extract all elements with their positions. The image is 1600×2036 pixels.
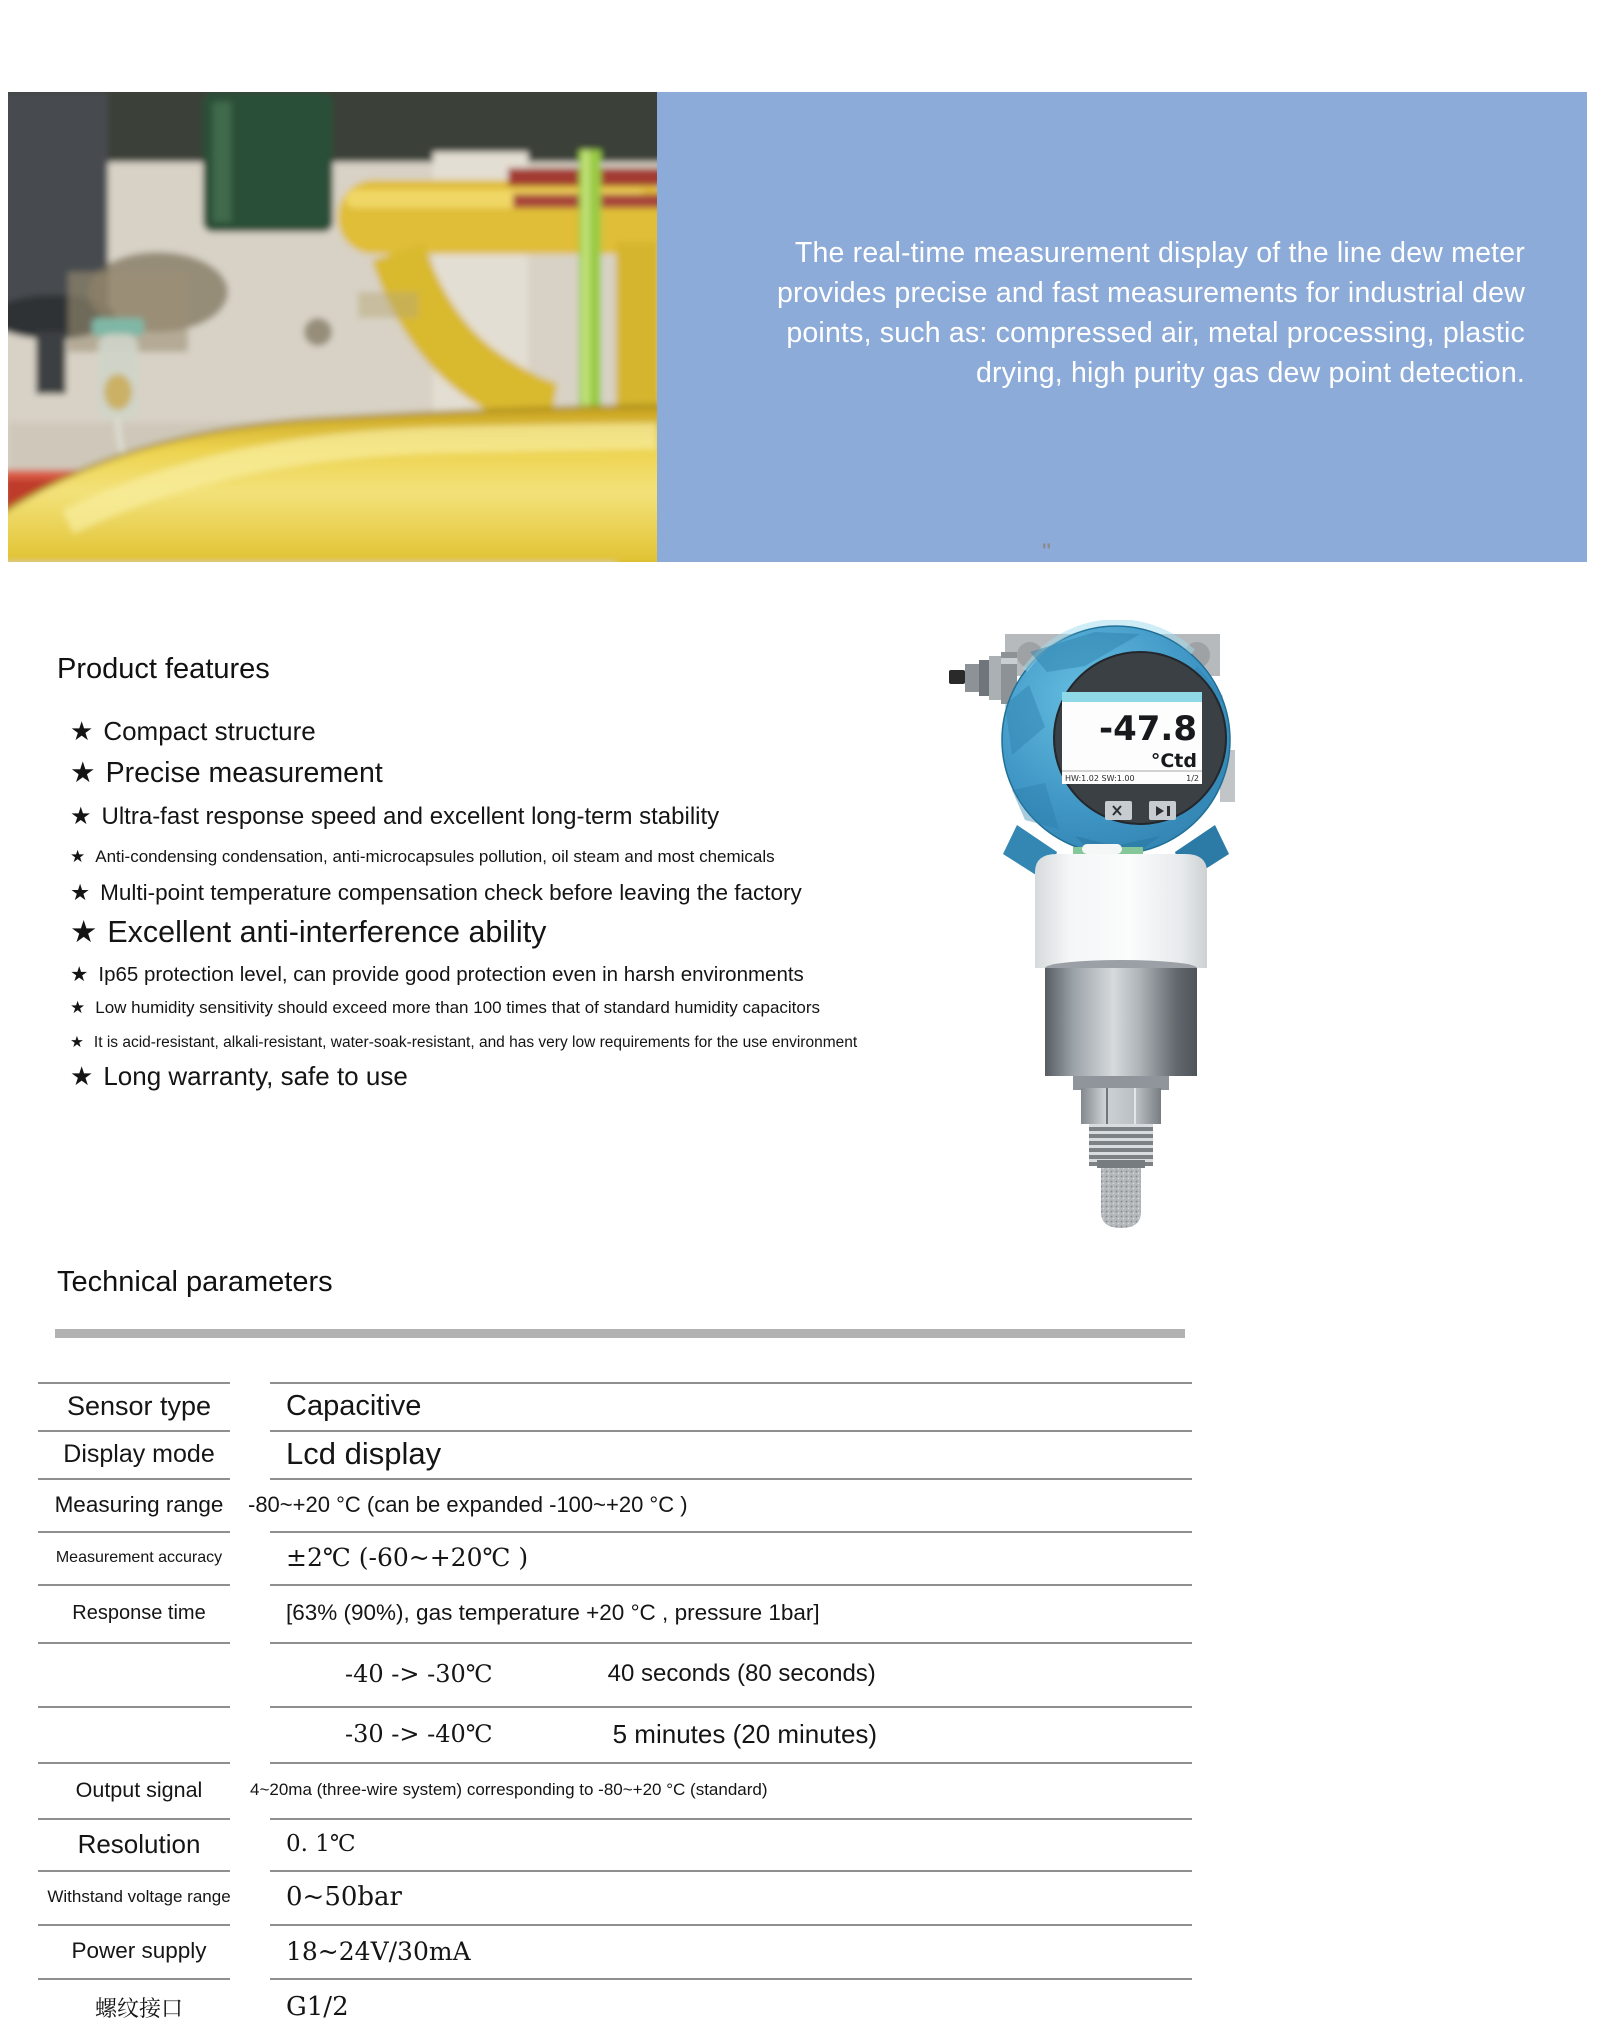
feature-item — [70, 915, 546, 950]
result-text: 40 seconds (80 seconds) — [607, 1660, 876, 1687]
feature-text: Long warranty, safe to use — [103, 1061, 408, 1091]
row-label: Display mode — [63, 1439, 215, 1468]
star-icon: ★ — [70, 716, 94, 746]
feature-text: Anti-condensing condensation, anti-microcapsules pollution, oil steam and most chemicals — [95, 847, 775, 866]
lcd-unit: °Ctd — [1150, 750, 1197, 772]
table-row — [0, 1382, 1240, 1430]
table-row — [0, 1706, 1240, 1762]
banner-line: points, such as: compressed air, metal processing, plastic — [786, 317, 1525, 349]
threaded-connector — [1089, 1124, 1153, 1166]
feature-item — [70, 962, 804, 987]
table-row — [0, 1531, 1240, 1584]
star-icon: ★ — [70, 803, 92, 830]
row-value: ±2℃ (-60~+20℃ ) — [286, 1543, 529, 1572]
table-row — [0, 1818, 1240, 1870]
row-label: Response time — [72, 1601, 206, 1624]
banner-line: provides precise and fast measurements for industrial dew — [776, 277, 1525, 309]
feature-text: Low humidity sensitivity should exceed more than 100 times that of standard humidity capacitors — [95, 998, 821, 1017]
row-value: 18~24V/30mA — [286, 1936, 471, 1966]
feature-item — [70, 716, 316, 747]
table-row — [0, 1584, 1240, 1642]
row-value: 0~50bar — [286, 1882, 402, 1912]
row-value: [63% (90%), gas temperature +20 °C , pressure 1bar] — [286, 1600, 820, 1625]
feature-item — [70, 802, 719, 831]
feature-item — [70, 1061, 408, 1092]
lcd-top-bar — [1062, 692, 1202, 702]
star-icon: ★ — [70, 847, 86, 866]
star-icon: ★ — [70, 915, 98, 949]
condition-text: -40 -> -30℃ — [345, 1660, 493, 1688]
feature-text: Precise measurement — [105, 757, 383, 789]
lcd-value: -47.8 — [1099, 709, 1197, 749]
row-value: G1/2 — [286, 1992, 349, 2022]
row-label — [25, 1642, 253, 1706]
feature-item — [70, 1033, 857, 1052]
row-value: 4~20ma (three-wire system) corresponding to -80~+20 °C (standard) — [250, 1780, 768, 1799]
device-body — [1035, 854, 1207, 968]
features-title: Product features — [57, 653, 270, 685]
row-label: Resolution — [77, 1828, 201, 1859]
feature-text: Ip65 protection level, can provide good protection even in harsh environments — [98, 963, 804, 986]
table-row — [0, 1870, 1240, 1924]
feature-item — [70, 756, 383, 790]
table-row — [0, 1924, 1240, 1978]
feature-text: Compact structure — [103, 716, 316, 746]
row-value: Capacitive — [286, 1389, 422, 1422]
feature-text: It is acid-resistant, alkali-resistant, water-soak-resistant, and has very low requirements for the use environment — [93, 1034, 858, 1051]
row-label: Measuring range — [54, 1491, 224, 1517]
row-label: Sensor type — [66, 1390, 212, 1421]
feature-text: Ultra-fast response speed and excellent long-term stability — [101, 803, 720, 830]
feature-text: Excellent anti-interference ability — [107, 915, 547, 949]
industrial-plant-photo — [8, 92, 657, 562]
banner-line: The real-time measurement display of the line dew meter — [794, 237, 1525, 269]
feature-item — [70, 998, 820, 1018]
row-label: Withstand voltage range — [47, 1887, 231, 1906]
hex-fitting — [1081, 1088, 1161, 1124]
banner-line: drying, high purity gas dew point detection. — [975, 357, 1525, 389]
row-value: -80~+20 °C (can be expanded -100~+20 °C ) — [248, 1491, 688, 1517]
row-label: Power supply — [71, 1938, 207, 1963]
row-label: Measurement accuracy — [55, 1548, 223, 1566]
feature-text: Multi-point temperature compensation check before leaving the factory — [100, 880, 802, 905]
table-row — [0, 1978, 1240, 2036]
row-label: Output signal — [75, 1777, 203, 1802]
section-divider-bar — [55, 1329, 1185, 1338]
stray-mark: '' — [1042, 541, 1052, 562]
result-text: 5 minutes (20 minutes) — [612, 1718, 878, 1749]
sensor-filter-tip — [1101, 1168, 1141, 1228]
dew-point-transmitter-image — [935, 620, 1235, 1240]
steel-collar — [1045, 968, 1197, 1076]
table-row — [0, 1478, 1240, 1531]
row-value: 0. 1℃ — [286, 1831, 356, 1857]
banner-blue-panel — [657, 92, 1587, 562]
device-button-left — [1105, 801, 1132, 820]
cable-gland — [949, 652, 1017, 704]
star-icon: ★ — [70, 998, 86, 1017]
table-row — [0, 1762, 1240, 1818]
star-icon: ★ — [70, 757, 96, 789]
star-icon: ★ — [70, 963, 89, 986]
row-value — [270, 1706, 1226, 1762]
star-icon: ★ — [70, 880, 91, 905]
row-label — [25, 1706, 253, 1762]
feature-item — [70, 847, 775, 867]
row-value — [270, 1642, 1226, 1706]
condition-text: -30 -> -40℃ — [345, 1720, 493, 1748]
lcd-status-right: 1/2 — [1186, 774, 1199, 783]
lcd-status-left: HW:1.02 SW:1.00 — [1065, 774, 1135, 783]
table-row — [0, 1430, 1240, 1478]
table-row — [0, 1642, 1240, 1706]
row-label: 螺纹接口 — [94, 1995, 183, 2021]
tech-title: Technical parameters — [57, 1266, 333, 1298]
star-icon: ★ — [70, 1061, 94, 1091]
banner-description — [685, 233, 1525, 393]
row-value: Lcd display — [286, 1436, 442, 1471]
feature-item — [70, 880, 802, 906]
plant-photo-illustration — [8, 92, 657, 562]
star-icon: ★ — [70, 1034, 84, 1051]
